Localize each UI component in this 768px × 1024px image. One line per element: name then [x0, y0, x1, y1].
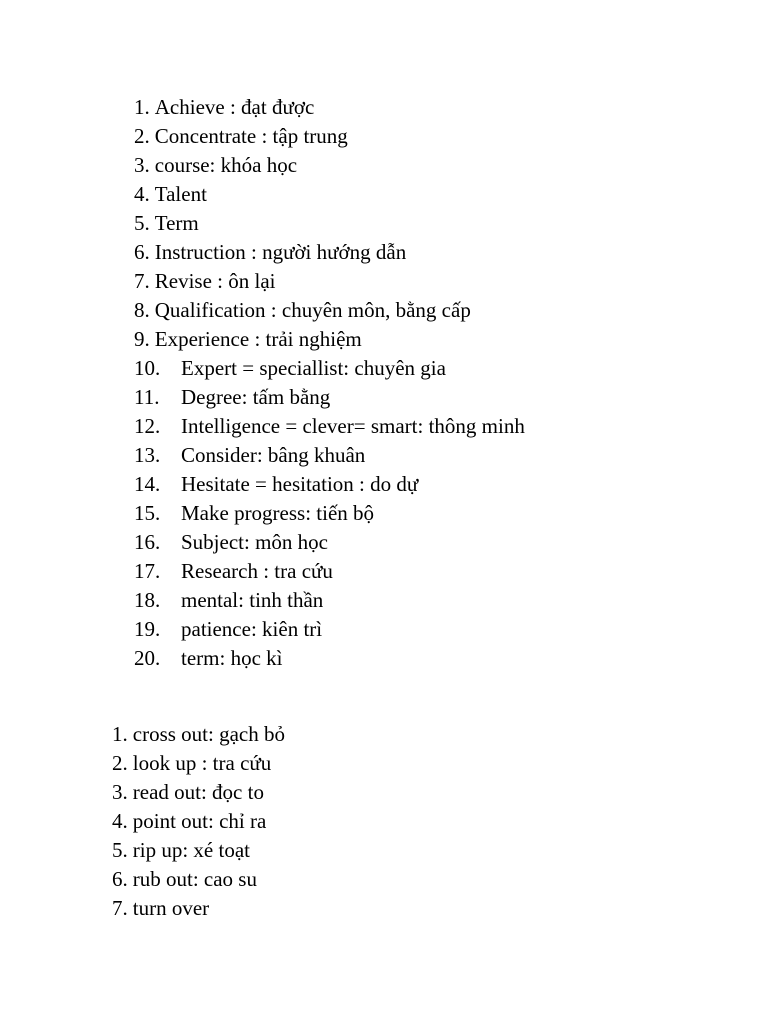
- item-number: 7.: [112, 896, 128, 920]
- item-number: 13.: [134, 443, 161, 467]
- item-text: Achieve : đạt được: [154, 95, 315, 119]
- list-item: [134, 325, 525, 354]
- item-text: turn over: [132, 896, 210, 920]
- list-item: [134, 644, 525, 673]
- list-item: [134, 180, 525, 209]
- item-text: Revise : ôn lại: [154, 269, 276, 293]
- item-number: 15.: [134, 501, 161, 525]
- item-text: point out: chỉ ra: [132, 809, 267, 833]
- item-number: 1.: [134, 95, 150, 119]
- item-number: 11.: [134, 385, 160, 409]
- item-number: 8.: [134, 298, 150, 322]
- item-text: Research : tra cứu: [181, 559, 333, 583]
- list-item: [134, 296, 525, 325]
- item-number: 16.: [134, 530, 161, 554]
- list-item: [134, 267, 525, 296]
- list-item: [134, 354, 525, 383]
- list-item: [112, 894, 285, 923]
- item-text: Experience : trải nghiệm: [154, 327, 362, 351]
- item-number: 6.: [134, 240, 150, 264]
- item-number: 18.: [134, 588, 161, 612]
- item-number: 9.: [134, 327, 150, 351]
- list-item: [134, 441, 525, 470]
- list-item: [134, 122, 525, 151]
- item-number: 19.: [134, 617, 161, 641]
- list-item: [134, 238, 525, 267]
- vocabulary-list: [134, 93, 525, 673]
- list-item: [134, 151, 525, 180]
- list-item: [134, 615, 525, 644]
- item-number: 12.: [134, 414, 161, 438]
- item-number: 14.: [134, 472, 161, 496]
- list-item: [134, 209, 525, 238]
- item-text: Hesitate = hesitation : do dự: [181, 472, 419, 496]
- item-text: rip up: xé toạt: [132, 838, 250, 862]
- item-text: rub out: cao su: [132, 867, 257, 891]
- item-number: 5.: [134, 211, 150, 235]
- list-item: [112, 720, 285, 749]
- item-number: 2.: [112, 751, 128, 775]
- list-item: [112, 865, 285, 894]
- item-number: 20.: [134, 646, 161, 670]
- item-number: 1.: [112, 722, 128, 746]
- list-item: [112, 807, 285, 836]
- phrasal-verb-list: [112, 720, 285, 923]
- item-text: patience: kiên trì: [181, 617, 323, 641]
- item-text: Talent: [154, 182, 207, 206]
- list-item: [134, 586, 525, 615]
- item-number: 3.: [112, 780, 128, 804]
- list-item: [134, 470, 525, 499]
- item-text: Concentrate : tập trung: [154, 124, 348, 148]
- list-item: [134, 383, 525, 412]
- item-number: 4.: [134, 182, 150, 206]
- item-text: Consider: bâng khuân: [181, 443, 366, 467]
- item-text: Degree: tấm bằng: [181, 385, 331, 409]
- list-item: [134, 412, 525, 441]
- item-text: Intelligence = clever= smart: thông minh: [181, 414, 525, 438]
- item-number: 3.: [134, 153, 150, 177]
- item-text: course: khóa học: [154, 153, 298, 177]
- item-text: Expert = speciallist: chuyên gia: [181, 356, 446, 380]
- item-text: read out: đọc to: [132, 780, 264, 804]
- item-text: term: học kì: [181, 646, 283, 670]
- item-number: 4.: [112, 809, 128, 833]
- item-number: 17.: [134, 559, 161, 583]
- list-item: [112, 749, 285, 778]
- item-text: Term: [154, 211, 199, 235]
- item-number: 7.: [134, 269, 150, 293]
- list-item: [134, 93, 525, 122]
- list-item: [134, 499, 525, 528]
- list-item: [112, 836, 285, 865]
- item-text: Subject: môn học: [181, 530, 328, 554]
- list-item: [112, 778, 285, 807]
- item-text: look up : tra cứu: [132, 751, 272, 775]
- item-number: 5.: [112, 838, 128, 862]
- item-number: 2.: [134, 124, 150, 148]
- list-item: [134, 528, 525, 557]
- list-item: [134, 557, 525, 586]
- item-text: cross out: gạch bỏ: [132, 722, 285, 746]
- item-text: mental: tinh thần: [181, 588, 324, 612]
- item-text: Qualification : chuyên môn, bằng cấp: [154, 298, 471, 322]
- item-text: Instruction : người hướng dẫn: [154, 240, 407, 264]
- item-text: Make progress: tiến bộ: [181, 501, 375, 525]
- item-number: 6.: [112, 867, 128, 891]
- item-number: 10.: [134, 356, 161, 380]
